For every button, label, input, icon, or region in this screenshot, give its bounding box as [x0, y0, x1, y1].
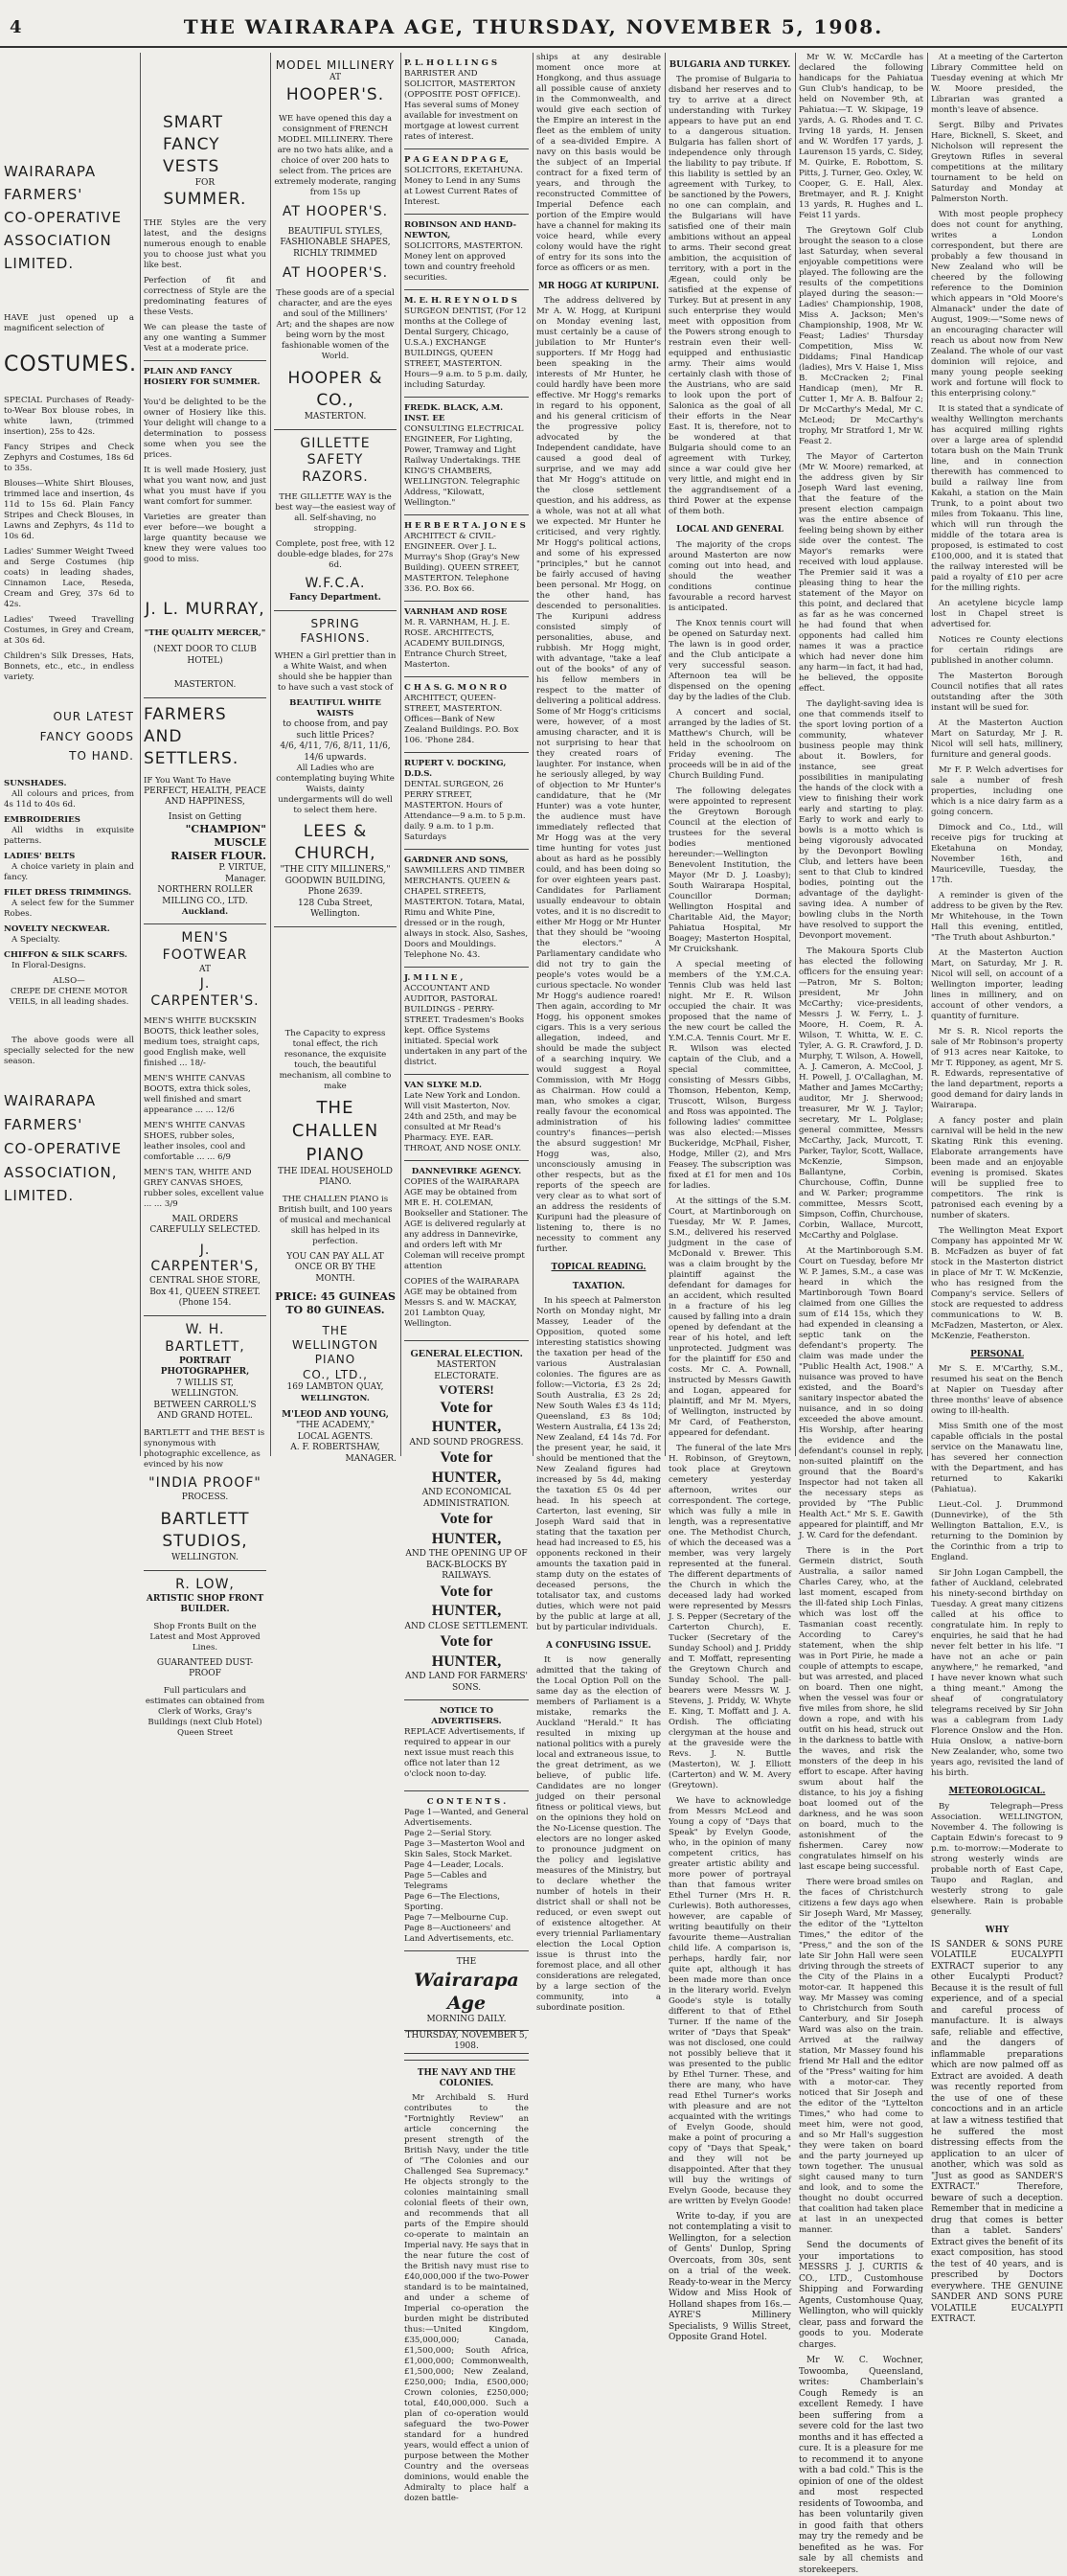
list-item: Page 5—Cables and Telegrams	[404, 1871, 488, 1892]
wellington-copies: COPIES of the WAIRARAPA AGE may be obtained from Messrs S. and W. MACKAY, 201 Lambton Quay, Wellington.	[404, 1277, 520, 1329]
auckland-label: Auckland.	[181, 907, 229, 918]
card-text: ARCHITECT, QUEEN-STREET, MASTERTON. Offices—Bank of New Zealand Buildings. P.O. Box 106. 'Phone 284.	[404, 694, 519, 745]
news-paragraph: A special meeting of members of the Y.M.C.A. Tennis Club was held last night. Mr E. R. Wilson occupied the chair. It was proposed that the name of the new court be called the Y.M.C.A. Tennis Court. Mr E. R. Wilson was elected captain of the Club, and a special committee, consisting of Messrs Gibbs, Thomson, Hebenton, Kemp, Truscott, Wilson, Burgess and Ross was appointed. The following ladies' committee was also elected:—Misses Buckeridge, McPhail, Fisher, Hodge, Miller (2), and Mrs Feasey. The subscription was fixed at £1 for men and 10s for ladies.	[669, 959, 791, 1191]
local-agents: LOCAL AGENTS.	[297, 1431, 374, 1442]
hooper-goods: These goods are of a special character, and are the eyes and soul of the Milliners' Art; and the shapes are now being worn by the most fashionable women of the World.	[276, 288, 395, 362]
card-text: SOLICITORS, MASTERTON. Money lent on approved town and country freehold securities.	[404, 241, 523, 283]
lees-tagline: "THE CITY MILLINERS,"	[280, 865, 391, 876]
general-election: GENERAL ELECTION.	[410, 1348, 523, 1359]
topical-heading: TOPICAL READING.	[551, 1263, 647, 1273]
card-name: VAN SLYKE M.D.	[404, 1081, 483, 1090]
column-rule	[400, 53, 401, 1456]
hosiery-text-2: It is well made Hosiery, just what you want now, and just what you must have if you want comfort for summer.	[144, 466, 266, 508]
costume-items	[4, 396, 134, 683]
embroideries-heading: EMBROIDERIES	[4, 815, 80, 826]
list-item: Children's Silk Dresses, Hats, Bonnets, etc., etc., in endless variety.	[4, 651, 134, 683]
bartlett-role: PORTRAIT PHOTOGRAPHER,	[160, 1356, 250, 1378]
card-text: BARRISTER AND SOLICITOR, MASTERTON (OPPOSITE POST OFFICE). Has several sums of Money available for investment on mortgage at lowest current rates of interest.	[404, 69, 521, 142]
list-item: MEN'S TAN, WHITE AND GREY CANVAS SHOES, rubber soles, excellent value ... ... 3/9	[144, 1167, 264, 1209]
intro-text: HAVE just opened up a magnificent selection of	[4, 313, 134, 333]
at-hoopers: AT HOOPER'S.	[282, 203, 389, 219]
chiffon-text: In Floral-Designs.	[11, 961, 86, 971]
hooper-opened: WE have opened this day a consignment of FRENCH MODEL MILLINERY. There are no two hats alike, and a choice of over 200 hats to select from. The prices are extremely moderate, ranging from 15s up	[274, 113, 397, 197]
list-item: Page 6—The Elections, Sporting.	[404, 1892, 500, 1913]
carpenter-box: Box 41, QUEEN STREET. (Phone 154.	[149, 1287, 261, 1309]
why-heading: WHY	[985, 1925, 1010, 1935]
card-text: SAWMILLERS AND TIMBER MERCHANTS. QUEEN & CHAPEL STREETS, MASTERTON. Totara, Matai, Rimu and White Pine, dressed or in the rough, always in stock. Also, Sashes, Doors and Mouldings. Telephone No. 43.	[404, 866, 529, 960]
flour-if: IF You Want To Have	[144, 775, 231, 786]
card	[404, 968, 529, 1075]
at-hoopers-2: AT HOOPER'S.	[282, 265, 389, 282]
card	[404, 753, 529, 850]
list-item: SPECIAL Purchases of Ready-to-Wear Box blouse robes, in white lawn, (trimmed insertion), 25s to 42s.	[4, 396, 134, 438]
sunshades-text: All colours and prices, from 4s 11d to 40s 6d.	[4, 789, 134, 810]
challen-ideal: THE IDEAL HOUSEHOLD PIANO.	[278, 1166, 393, 1188]
crepe-text: CREPE DE CHENE MOTOR VEILS, in all leading shades.	[9, 987, 129, 1008]
news-paragraph: A concert and social, arranged by the ladies of St. Matthew's Church, will be held in the schoolroom on Friday evening. The proceeds will be in aid of the Church Building Fund.	[669, 707, 791, 781]
lees-church: LEES & CHURCH,	[294, 822, 376, 864]
professional-cards	[404, 53, 529, 1161]
notice-heading: NOTICE TO ADVERTISERS.	[431, 1706, 502, 1727]
india-proof: "INDIA PROOF"	[148, 1474, 261, 1491]
bartlett-address: 7 WILLIS ST, WELLINGTON.	[171, 1378, 238, 1400]
list-item: Fancy Stripes and Check Zephyrs and Costumes, 18s 6d to 35s.	[4, 443, 134, 474]
sunshades-heading: SUNSHADES.	[4, 779, 67, 789]
meteorological-heading: METEOROLOGICAL.	[948, 1787, 1046, 1797]
news-paragraph: A fancy poster and plain carnival will be held in the new Skating Rink this evening. Elaborate arrangements have been made and an enjoyable evening is promised. Skates will be supplied free to competitors. The rink is patronised each evening by a number of skaters.	[931, 1116, 1063, 1220]
neckwear-heading: NOVELTY NECKWEAR.	[4, 924, 110, 935]
boots-list	[144, 1016, 266, 1210]
news-paragraph: Send the documents of your importations to MESSRS J. J. CURTIS & CO., LTD., Customhouse Shipping and Forwarding Agents, Customhouse Quay, Wellington, who will quickly clear, pass and forward the goods to you. Moderate charges.	[799, 2241, 923, 2350]
virtue-manager: P. VIRTUE, Manager.	[218, 863, 266, 884]
news-paragraph: Mr F. P. Welch advertises for sale a number of fresh properties, including one which is a nice dairy farm as a going concern.	[931, 765, 1063, 817]
vests-perfection: Perfection of fit and correctness of Style are the predominating features of these Vests.	[144, 276, 266, 318]
lees-address-2: 128 Cuba Street, Wellington.	[298, 898, 373, 920]
gillette-way: THE GILLETTE WAY is the best way—the easiest way of all. Self-shaving, no stropping.	[275, 492, 396, 535]
vests-taste: We can please the taste of any one wanting a Summer Vest at a moderate price.	[144, 323, 266, 354]
list-item: MEN'S WHITE CANVAS SHOES, rubber soles, leather insoles, cool and comfortable ... ... 6/9	[144, 1120, 246, 1162]
farmers-association-bottom: WAIRARAPA FARMERS' CO-OPERATIVE ASSOCIATION, LIMITED.	[4, 1092, 123, 1205]
news-paragraph: Sergt. Bilby and Privates Hare, Bicknell, S. Skeet, and Nicholson will represent the Greytown Rifles in several competitions at the military tournament to be held on Saturday and Monday at Palmerston North.	[931, 121, 1063, 204]
column-7	[799, 53, 923, 2575]
notice-advertisers	[404, 1700, 529, 1791]
also-label: ALSO—	[53, 976, 85, 987]
card-text: M. R. VARNHAM, H. J. E. ROSE. ARCHITECTS, ACADEMY BUILDINGS, Entrance Church Street, Masterton.	[404, 618, 511, 670]
card-name: VARNHAM AND ROSE	[404, 607, 508, 617]
list-item: Page 4—Leader, Locals.	[404, 1860, 504, 1871]
column-rule	[795, 53, 796, 1456]
news-paragraph: The Mayor of Carterton (Mr W. Moore) remarked, at the address given by Sir Joseph Ward last evening, that the feature of the present election campaign was the entire absence of feeling being shown by either side over the contest. The Mayor's remarks were received with loud applause. The Premier said it was a pleasing thing to hear the statement of the Mayor on this point, and declared that as far as he was concerned he had found that when opponents had called him names it was a practice which had never done him any harm—in fact, it had had, he believed, the opposite effect.	[799, 452, 923, 694]
list-item: Page 7—Melbourne Cup.	[404, 1913, 509, 1924]
champion-flour: "CHAMPION" MUSCLE RAISER FLOUR.	[170, 823, 266, 863]
news-paragraph: The Knox tennis court will be opened on Saturday next. The lawn is in good order, and the Club anticipate a very successful season. Afternoon tea will be dispensed on the opening day by the ladies of the Club.	[669, 618, 791, 702]
list-item: Blouses—White Shirt Blouses, trimmed lace and insertion, 4s 11d to 15s 6d. Plain Fancy Stripes and Check Blouses, in Lawns and Zephyrs, 4s 11d to 10s 6d.	[4, 479, 134, 542]
column-rule	[665, 53, 666, 1456]
page-number: 4	[10, 17, 22, 37]
news-paragraph: Mr W. C. Wochner, Towoomba, Queensland, writes: Chamberlain's Cough Remedy is an excellent Remedy. I have been suffering from a severe cold for the last two months and it has effected a cure. It is a pleasure for me to recommend it to anyone with a bad cold." This is the opinion of one of the oldest and most respected residents of Towoomba, and has been voluntarily given in good faith that others may try the remedy and be benefited as he was. For sale by all chemists and storekeepers.	[799, 2356, 923, 2575]
footwear-ad	[144, 924, 266, 1316]
card-text: SURGEON DENTIST, (For 12 months at the College of Dental Surgery, Chicago, U.S.A.) EXCHANGE BUILDINGS, QUEEN STREET, MASTERTON. Hours—9 a.m. to 5 p.m. daily, including Saturday.	[404, 307, 528, 390]
morning-daily: MORNING DAILY.	[426, 2015, 507, 2025]
card-text: ARCHITECT & CIVIL-ENGINEER. Over J. L. Murray's Shop (Gray's New Building). QUEEN STREET, MASTERTON. Telephone 336. P.O. Box 66.	[404, 532, 520, 594]
dannevirke-copies: COPIES of the WAIRARAPA AGE may be obtained from MR E. H. COLEMAN, Bookseller and Stationer. The AGE is delivered regularly at any address in Dannevirke, and orders left with Mr Coleman will receive prompt attention	[404, 1177, 529, 1271]
lees-church-ad	[274, 611, 397, 927]
dannevirke-heading: DANNEVIRKE AGENCY.	[411, 1167, 522, 1176]
gillette-price: Complete, post free, with 12 double-edge blades, for 27s 6d.	[275, 539, 396, 571]
mleod-young: M'LEOD AND YOUNG,	[282, 1409, 389, 1420]
column-2	[144, 53, 266, 1738]
waists-ladies: All Ladies who are contemplating buying White Waists, dainty undergarments will do well to select them here.	[276, 764, 395, 816]
personal-paragraph: Mr S. E. M'Carthy, S.M., resumed his seat on the Bench at Napier on Tuesday after three months' leave of absence owing to ill-health.	[931, 1364, 1063, 1417]
confusing-text: It is now generally admitted that the taking of the Local Option Poll on the same day as the election of members of Parliament is a mistake, remarks the Auckland "Herald." It has resulted in mixing up national politics with a purely local and extraneous issue, to the great detriment, as we believe, of public life. Candidates are no longer judged on their personal fitness or political views, but on the opinions they hold on the No-License question. The electors are no longer asked to pronounce judgment on the policy and legislative measures of the Ministry, but to declare whether the number of hotels in their district shall or shall not be reduced, or even swept out of existence altogether. At every triennial Parliamentary election the Local Option issue is thrust into the foremost place, and all other considerations are relegated, by a large section of the community, into a subordinate position.	[536, 1655, 662, 2013]
taxation-text: In his speech at Palmerston North on Monday night, Mr Massey, Leader of the Opposition, quoted some interesting statistics showing the taxation per head of the various Australasian colonies. The figures are as follow:—Victoria, £3 2s 2d; South Australia, £3 2s 2d; New South Wales £3 4s 11d; Queensland, £3 8s 10d; Western Australia, £4 13s 2d; New Zealand, £4 14s 7d. For the present year, he said, it should be mentioned that the New Zealand figures had increased by 5s 4d, making the taxation £5 0s 4d per head. In his speech at Carterton, last evening, Sir Joseph Ward said that in stating that the taxation per head had increased to £5, his opponents reckoned in their amounts the taxation paid in stamp duty on the estates of deceased persons, the totalisator tax, and customs duties, which were not paid by the public at large at all, but by particular individuals.	[536, 1295, 661, 1632]
card	[404, 290, 529, 398]
murray-address: (NEXT DOOR TO CLUB HOTEL)	[153, 645, 257, 666]
card	[404, 149, 529, 215]
column-4	[404, 53, 529, 2504]
guaranteed: GUARANTEED DUST-PROOF	[156, 1657, 254, 1679]
flour-health: PERFECT, HEALTH, PEACE AND HAPPINESS,	[144, 786, 266, 808]
hogg-text: The address delivered by Mr A. W. Hogg, at Kuripuni on Monday evening last, must certainly be a cause of jubilation to Mr Hunter's supporters. If Mr Hogg had been speaking in the interests of Mr Hunter, he could hardly have been more effective. Mr Hogg's remarks in regard to his opponent, and his general criticism of the progressive policy advocated by the Independent candidate, have caused a good deal of surprise, and we may add that Mr Hogg's attitude on the close settlement question, and his address, as a whole, was not at all what we expected. Mr Hunter he criticised, and very rightly. Mr Hogg's political actions, and some of his expressed "principles," but he cannot be fairly accused of having been personal. Mr Hogg, on the other hand, has descended to personalities. The Kuripuni address consisted simply of personalities, abuse, and rubbish. Mr Hogg might, with advantage, "take a leaf out of the books" of any of his fellow members in respect to the matter of delivering a political address. Some of Mr Hogg's criticisms were, however, of a most amusing character, and it is not surprising to hear that they created roars of laughter. For instance, when he seriously alleged, by way of objection to Mr Hunter's candidature, that he (Mr Hunter) was a vote hunter, the audience must have immediately reflected that Mr Hogg was at the very time hunting for votes just about as hard as he possibly could, and has been doing so for over eighteen years past. Candidates for Parliament usually endeavour to obtain votes, and it is no discredit to either Mr Hogg or Mr Hunter that they should be "wooing the electors." A Parliamentary candidate who did not try to gain the people's votes would be a curious spectacle. No wonder Mr Hogg's audience roared! Then again, according to Mr Hogg, his opponent smokes cigars. This is a very serious allegation, indeed, and should be made the subject of a searching inquiry. We would suggest a Royal Commission, with Mr Hogg as Chairman. How could a man, who smokes a cigar, really favour the economical administration of his country's finances—perish the absurd suggestion! Mr Hogg was, also, unconsciously amusing in other respects, but as the reports of the speech are very clear as to what sort of an address the residents of Kuripuni had the pleasure of listening to, there is no necessity to comment any further.	[536, 296, 661, 1255]
hosiery-heading: PLAIN AND FANCY HOSIERY FOR SUMMER.	[144, 367, 261, 388]
murray-name: J. L. MURRAY,	[145, 600, 265, 620]
news-paragraph: The Greytown Golf Club brought the season to a close last Saturday, when several enjoyable competitions were played. The following are the results of the competitions played during the season:—Ladies' Championship, 1908, Miss A. Jackson; Men's Championship, 1908, Mr W. Feast; Ladies' Thursday Competition, Miss W. Diddams; Final Handicap (ladies), Mrs V. Haise 1, Miss B. McCracken 2; Final Handicap (men), Mr R. Cutter 1, Mr A. B. Balfour 2; Dr McCarthy's Medal, Mr C. McLeod; Dr McCarthy's trophy, Mr Stratford 1, Mr W. Feast 2.	[799, 226, 923, 446]
why-text: IS SANDER & SONS PURE VOLATILE EUCALYPTI EXTRACT superior to any other Eucalypti Product? Because it is the result of full experience, and of a special and careful process of manufacture. It is always safe, reliable and effective, and the dangers of inflammable preparations which are now palmed off as Extract are avoided. A death was recently reported from the use of one of these concoctions and in an article at law a witness testified that he suffered the most distressing effects from the application to an ulcer of another, which was sold as "Just as good as SANDER'S EXTRACT." Therefore, beware of such a deception. Remember that in medicine a drug that comes is better than a tablet. Sanders' Extract gives the benefit of its exact composition, has stood the test of 40 years, and is prescribed by Doctors everywhere. THE GENUINE SANDER AND SONS PURE VOLATILE EUCALYPTI EXTRACT.	[931, 1939, 1063, 2325]
news-paragraph: At a meeting of the Carterton Library Committee held on Tuesday evening at which Mr W. Moore presided, the Librarian was granted a month's leave of absence.	[931, 53, 1063, 115]
list-item: MEN'S WHITE CANVAS BOOTS, extra thick soles, well finished and smart appearance ... ... 12/6	[144, 1073, 251, 1115]
bartlett-ad	[144, 1316, 266, 1571]
navy-heading: THE NAVY AND THE COLONIES.	[417, 2067, 516, 2088]
personal-paragraph: Miss Smith one of the most capable officials in the postal service on the Manawatu line, has severed her connection with the Department, and has returned to Kakariki (Pahiatua).	[931, 1422, 1063, 1495]
wairarapa-age-title: Wairarapa Age	[414, 1969, 519, 2014]
wellington-piano-co: THE WELLINGTON PIANO CO., LTD.,	[292, 1323, 378, 1381]
hooper-ad	[274, 53, 397, 430]
bulgaria-text: The promise of Bulgaria to disband her reserves and to try to arrive at a direct understanding with Turkey appears to have put an end to a dangerous situation. Bulgaria has fallen short of independence only through the liability to pay tribute. If this liability is settled by an agreement with Turkey, to be sanctioned by the Powers, no one can complain, and the Bulgarians will have satisfied one of their main ambitions without an appeal to arms. Their second great ambition, the acquisition of territory, with a port in the Ægean, could only be satisfied at the expense of Turkey. But at present in any such enterprise they would meet with opposition from the Powers strong enough to restrain even their well-equipped and enthusiastic army. Their aims would certainly clash with those of the Austrians, who are said to look upon the port of Salonica as the goal of all their efforts in the Near East. It is, therefore, not to be wondered at that Bulgaria should come to an agreement with Turkey, since a war could give her very little, and might end in the aggrandisement of a third Power at the expense of them both.	[669, 75, 791, 517]
spring-text: WHEN a Girl prettier than in a White Waist, and when should she be happier than to have such a vast stock of	[274, 651, 397, 694]
murray-town: MASTERTON.	[173, 680, 237, 691]
news-paragraph: At the sittings of the S.M. Court, at Martinborough on Tuesday, Mr W. P. James, S.M., delivered his reserved judgment in the case of McDonald v. Brewer. This was a claim brought by the plaintiff against the defendant for damages for an accident, which resulted in a fracture of his leg caused by falling into a drain opened by defendant at the rear of his hotel, and left unprotected. Judgment was for the plaintiff for £50 and costs. Mr C. A. Pownall, instructed by Messrs Gawith and Logan, appeared for plaintiff, and Mr M. Myers, of Wellington, instructed by Mr Card, of Featherston, appeared for defendant.	[669, 1196, 791, 1438]
lees-address: GOODWIN BUILDING, Phone 2639.	[284, 876, 386, 898]
newspaper-title: THE WAIRARAPA AGE, THURSDAY, NOVEMBER 5, 1908.	[183, 15, 884, 38]
list-item: MEN'S WHITE BUCKSKIN BOOTS, thick leather soles, medium toes, straight caps, good English make, well finished ... 18/-	[144, 1015, 261, 1068]
card-text: SOLICITORS, EKETAHUNA. Money to Lend in any Sums at Lowest Current Rates of Interest.	[404, 166, 523, 207]
taxation-heading: TAXATION.	[572, 1281, 625, 1291]
vests-heading: SMART FANCY VESTS	[163, 113, 224, 176]
vests-ad	[144, 53, 266, 698]
flour-insist: Insist on Getting	[168, 811, 242, 822]
card	[404, 677, 529, 753]
piano-wellington: WELLINGTON.	[301, 1393, 370, 1403]
age-masthead	[404, 1951, 529, 2061]
notice-text: REPLACE Advertisements, if required to appear in our next issue must reach this office not later than 12 o'clock noon to-day.	[404, 1727, 525, 1780]
news-paragraph: Write to-day, if you are not contemplating a visit to Wellington, for a selection of Gents' Dunlop, Spring Overcoats, from 30s, sent on a trial of the week. Ready-to-wear in the Mercy Widow and Miss Hook of Holland shapes from 16s.—AYRE'S Millinery Specialists, 9 Willis Street, Opposite Grand Hotel.	[669, 2211, 791, 2343]
personal-heading: PERSONAL	[970, 1350, 1024, 1359]
news-paragraph: At the Masterton Auction Mart on Saturday, Mr J. R. Nicol will sell hats, millinery, furniture and general goods.	[931, 718, 1063, 760]
murray-tagline: "THE QUALITY MERCER,"	[144, 628, 266, 639]
card	[404, 398, 529, 515]
news-paragraph: The Makoura Sports Club has elected the following officers for the ensuing year:—Patron, Mr S. Bolton; president, Mr John McCarthy; vice-presidents, Messrs J. W. Ferry, L. J. Moore, H. Coem, R. A. Wilson, T. Whitta, W. E. C. Tyler, A. G. R. Crawford, J. D. Murphy, T. Wilson, A. Howell, A. J. Cameron, A. McCool, J. H. Powell, J. O'Callaghan, M. Mather and James McCarthy; auditor, Mr J. Sherwood; treasurer, Mr W. J. Taylor; secretary, Mr L. Polglase; general committee, Messrs McCarthy, Jack, Murcott, T. Parker, Taylor, Scott, Wallace, McKenzie, Simpson, Ballantyne, Corbin, Churchouse, Coffin, Dunne and W. Parker; programme committee, Messrs Scott, Simpson, Coffin, Churchouse, Corbin, Wallace, Murcott, McCarthy and Polglase.	[799, 946, 923, 1241]
gillette-heading: GILLETTE SAFETY RAZORS.	[300, 435, 371, 486]
news-paragraph: The Masterton Borough Council notifies that all rates outstanding after the 30th instant will be sued for.	[931, 672, 1063, 713]
news-paragraph: The daylight-saving idea is one that commends itself to the sport loving portion of a community, whatever business people may think about it. Bowlers, for instance, see great possibilities in manipulating the hands of the clock with a view to finishing their work early and starting to play. Early to work and early to bowls is a motto which is being vigorously advocated by the Devonport Bowling Club, and letters have been sent to that Club to kindred bodies, pointing out the advantage of the daylight-saving idea. A number of bowling clubs in the North have resolved to support the Devonport movement.	[799, 699, 923, 941]
column-8	[931, 53, 1063, 2325]
farmers-settlers-heading: FARMERS AND SETTLERS.	[144, 704, 239, 768]
bartlett-between: BETWEEN CARROLL'S AND GRAND HOTEL.	[153, 1400, 257, 1422]
column-5	[536, 53, 662, 2013]
list-item: Page 1—Wanted, and General Advertisements.	[404, 1808, 529, 1829]
neckwear-text: A Specialty.	[11, 935, 60, 946]
card-name: M. E. H. R E Y N O L D S	[404, 296, 517, 306]
challen-pay: YOU CAN PAY ALL AT ONCE OR BY THE MONTH.	[286, 1251, 384, 1284]
news-paragraph: The majority of the crops around Masterton are now coming out into head, and should the weather conditions continue favourable a record harvest is anticipated.	[669, 539, 791, 613]
confusing-heading: A CONFUSING ISSUE.	[546, 1640, 651, 1651]
news-paragraph: Mr W. W. McCardle has declared the following handicaps for the Pahiatua Gun Club's handicap, to be held on November 9th, at Pahiatua:—T. W. Skipage, 19 yards, A. G. Rhodes and T. C. Irving 18 yards, H. Jensen and W. Wordfen 17 yards, J. Laurenson 15 yards, C. Sidey, M. Quirke, E. Robottom, S. Pitts, J. Turner, Geo. Oxley, W. Cooper, G. E. Hall, Alex. Bretmayer, and R. J. Knight 13 yards, R. Hughes and L. Feist 11 yards.	[799, 53, 923, 220]
waists-list: 4/6, 4/11, 7/6, 8/11, 11/6, 14/6 upwards.	[280, 741, 391, 763]
contents-list	[404, 1808, 529, 1945]
card	[404, 53, 529, 149]
bartlett-best: BARTLETT and THE BEST is synonymous with photographic excellence, as evinced by his now	[144, 1427, 265, 1470]
dannevirke-agency	[404, 1161, 529, 1341]
column-rule	[270, 53, 271, 1456]
belts-heading: LADIES' BELTS	[4, 852, 76, 862]
column-1	[4, 53, 138, 1456]
costumes-heading: COSTUMES.	[4, 353, 138, 376]
card-name: GARDNER AND SONS,	[404, 855, 509, 865]
card-name: J. M I L N E ,	[404, 973, 464, 983]
news-paragraph: The following delegates were appointed to represent the Greytown Borough Council at the election of trustees for the several bodies mentioned hereunder:—Wellington Benevolent Institution, the Mayor (Mr D. J. Loasby); South Wairarapa Hospital, Councillor Dorman; Wellington Hospital and Charitable Aid, the Mayor; Pahiatua Hospital, Mr Boagey; Masterton Hospital, Mr Cruickshank.	[669, 786, 791, 954]
at-label: AT	[329, 73, 341, 83]
bartlett-name: W. H. BARTLETT,	[165, 1321, 245, 1355]
roller-milling: NORTHERN ROLLER MILLING CO., LTD.	[157, 885, 253, 906]
model-millinery: MODEL MILLINERY	[275, 58, 396, 72]
flour-ad	[144, 698, 266, 925]
vote-hunter-ad: GENERAL ELECTION. MASTERTON ELECTORATE. VOTERS! Vote for HUNTER, AND SOUND PROGRESS. Vote for HUNTER, AND ECONOMICAL ADMINISTRATION. Vote for HUNTER, AND THE OPENING UP OF BACK-BLOCKS BY RAILWAYS. Vote for HUNTER, AND CLOSE SETTLEMENT. Vote for HUNTER, AND LAND FOR FARMERS' SONS.	[404, 1341, 529, 1700]
news-paragraph: There is in the Port Germein district, South Australia, a sailor named Charles Carey, who, at the last moment, escaped from the ill-fated ship Loch Finlas, which was lost off the Tasmanian coast recently. According to Carey's statement, when the ship was in Port Pirie, he made a couple of attempts to escape, but was arrested, and placed on board. Then one night, when the vessel was four or five miles from shore, he slid down a rope, and with his outfit on his head, struck out in the darkness to battle with the waves, and risk the monsters of the deep in his effort to escape. After having swum about half the distance, to his joy a fishing boat loomed out of the darkness, and he was soon on board, much to the astonishment of the fishermen. Carey now congratulates himself on his last escape being successful.	[799, 1546, 923, 1872]
card	[404, 850, 529, 968]
navy-text: Mr Archibald S. Hurd contributes to the "Fortnightly Review" an article concerning the present strength of the British Navy, under the title of "The Colonies and our Challenged Sea Supremacy." He objects strongly to the colonies maintaining small colonial fleets of their own, and recommends that all parts of the Empire should co-operate to maintain an Imperial navy. He says that in the near future the cost of the British navy must rise to £40,000,000 if the two-Power standard is to be maintained, and under a scheme of Imperial co-operation the burden might be distributed thus:—United Kingdom, £35,000,000; Canada, £1,500,000; South Africa, £1,000,000; Commonwealth, £1,500,000; New Zealand, £250,000; India, £500,000; Crown colonies, £250,000; total, £40,000,000. Such a plan of co-operation would safeguard the two-Power standard for a hundred years, would effect a union of purpose between the Mother Country and the overseas dominions, would enable the Admiralty to place half a dozen battle-	[404, 2093, 529, 2504]
embroideries-text: All widths in exquisite patterns.	[4, 826, 134, 847]
card-name: C H A S. G. M O N R O	[404, 683, 507, 693]
challen-text: THE CHALLEN PIANO is British built, and 100 years of musical and mechanical skill has helped in its perfection.	[278, 1194, 393, 1246]
card-name: FREDK. BLACK, A.M. INST. EE	[404, 403, 504, 423]
news-paragraph: With most people prophecy does not count for anything, writes a London correspondent, but there are probably a few thousand in New Zealand who will be cheered by the following reference to the Dominion which appears in "Old Moore's Almanack" under the date of August, 1909:—"Some news of an encouraging character will reach us about now from New Zealand. The whole of our vast dominion will rejoice, and many young people seeking work and fortune will flock to this enterprising colony."	[931, 210, 1063, 399]
low-ad	[144, 1571, 266, 1749]
column-3	[274, 53, 397, 1464]
manager-label: MANAGER.	[345, 1453, 397, 1464]
news-paragraph: The funeral of the late Mrs H. Robinson, of Greytown, took place at Greytown cemetery yesterday afternoon, writes our correspondent. The cortege, which was fully a mile in length, was a representative one. The Methodist Church, of which the deceased was a member, was very largely represented at the funeral. The different departments of the Church in which the deceased lady had worked were represented by Messrs J. S. Pepper (Secretary of the Carterton Church), E. Tucker (Secretary of the Sunday School) and J. Priddy and T. Moffatt, representing the Greytown Church and Sunday School. The pall-bearers were Messrs W. J. Stevens, J. Priddy, W. Whyte E. King, T. Moffatt and J. A. Ordish. The officiating clergyman at the house and at the graveside were the Revs. J. N. Buttle (Masterton), W. J. Elliott (Carterton) and W. M. Avery (Greytown).	[669, 1443, 791, 1790]
card-name: ROBINSON AND HAND-NEWTON,	[404, 220, 517, 240]
column-rule	[533, 53, 534, 1456]
news-paragraph: The Wellington Meat Export Company has appointed Mr W. B. McFadzen as buyer of fat stock in the Masterton district in place of Mr T. W. McKenzie, who has resigned from the Company's service. Sellers of stock are requested to address communications to W. B. McFadzen, Masterton, or Alex. McKenzie, Featherston.	[931, 1226, 1063, 1341]
the-label: THE	[456, 1957, 477, 1968]
carpenter-name-2: J. CARPENTER'S,	[150, 1242, 260, 1275]
news-paragraph: At the Martinborough S.M. Court on Tuesday, before Mr W. P. James, S.M., a case was heard in which the Martinborough Town Board claimed from one Gillies the sum of £14 15s, which they had expended in cleansing a septic tank on the defendant's property. The claim was made under the "Public Health Act, 1908." A nuisance was proved to have existed, and the Board's sanitary inspector abated the nuisance, and in so doing exceeded the above amount. His Worship, after hearing the evidence and the defendant's counsel in reply, non-suited plaintiff on the ground that the Board's Inspector had not taken all the necessary steps as provided by "The Public Health Act." Mr S. E. Gawith appeared for plaintiff, and Mr J. W. Card for the defendant.	[799, 1246, 923, 1540]
card	[404, 515, 529, 602]
vests-styles: THE Styles are the very latest, and the designs numerous enough to enable you to choose just what you like best.	[144, 218, 266, 271]
beautiful-styles: BEAUTIFUL STYLES, FASHIONABLE SHAPES, RICHLY TRIMMED	[280, 226, 391, 259]
personal-paragraph: Lieut.-Col. J. Drummond (Dunnevirke), of the 5th Wellington Battalion, E.V., is returning to the Dominion by the Corinthic from a trip to England.	[931, 1500, 1063, 1563]
gillette-ad	[274, 430, 397, 611]
chiffon-heading: CHIFFON & SILK SCARFS.	[4, 950, 127, 961]
card-name: H E R B E R T A. J O N E S	[404, 521, 526, 531]
latest-goods: OUR LATEST FANCY GOODS TO HAND.	[39, 710, 134, 763]
mens-footwear-heading: MEN'S FOOTWEAR	[162, 930, 248, 964]
column-rule	[927, 53, 928, 1456]
fancy-department: Fancy Department.	[289, 593, 381, 604]
hoopers-heading: HOOPER'S.	[285, 84, 385, 104]
card	[404, 215, 529, 290]
low-role: ARTISTIC SHOP FRONT BUILDER.	[146, 1593, 264, 1615]
filet-text: A select few for the Summer Robes.	[4, 899, 134, 920]
navy-continued: ships at any desirable moment once more at Hongkong, and thus assuage all possible cause of anxiety in the Commonwealth, and would give each section of the Empire an interest in the fleet as the emblem of unity of a sea-divided Empire. A navy on this basis would be the subject of an Imperial contract for a fixed term of years, and through the reconstructed Committee of Imperial Defence each portion of the Empire would have a channel for making its voice heard, while every colony would have the right of entry for its sons into the force as officers or as men.	[536, 53, 661, 273]
column-6	[669, 53, 791, 2343]
beautiful-waists: BEAUTIFUL WHITE WAISTS	[289, 698, 381, 719]
card-name: RUPERT V. DOCKING, D.D.S.	[404, 759, 507, 779]
spring-fashions: SPRING FASHIONS.	[300, 616, 371, 646]
list-item: Page 3—Masterton Wool and Skin Sales, Stock Market.	[404, 1839, 526, 1860]
low-particulars: Full particulars and estimates can obtained from Clerk of Works, Gray's Buildings (next Club Hotel) Queen Street	[145, 1685, 265, 1738]
hooper-masterton: MASTERTON.	[304, 412, 367, 422]
hooper-co: HOOPER & CO.,	[287, 369, 383, 411]
process-label: PROCESS.	[181, 1492, 229, 1502]
news-paragraph: Dimock and Co., Ltd., will receive pigs for trucking at Eketahuna on Monday, November 16th, and Mauriceville, Tuesday, the 17th.	[931, 823, 1063, 885]
card-name: P. L. H O L L I N G S	[404, 58, 498, 68]
summer-heading: SUMMER.	[163, 190, 247, 210]
issue-date: THURSDAY, NOVEMBER 5, 1908.	[404, 2030, 529, 2054]
list-item: Page 8—Auctioneers' and Land Advertisements, etc.	[404, 1924, 514, 1945]
news-paragraph: We have to acknowledge from Messrs McLeod and Young a copy of "Days that Speak" by Evelyn Goode, who, in the opinion of many competent critics, has greater artistic ability and more power of portrayal than that famous writer Ethel Turner (Mrs H. R. Curlewis). Both authoresses, however, are capable of writing beautifully on their favourite theme—Australian child life. A comparison is, perhaps, hardly fair, nor quite apt, although it has been made more than once in the literary world. Evelyn Goode's style is totally different to that of Ethel Turner. If the name of the writer of "Days that Speak" was not disclosed, one could not possibly believe that it was presented to the public by Ethel Turner. These, and there are many, who have read Ethel Turner's works with pleasure and are not acquainted with the writings of Evelyn Goode, should make a point of procuring a copy of "Days that Speak," and they will not be disappointed. After that they will buy the writings of Evelyn Goode, because they are written by Evelyn Goode!	[669, 1795, 791, 2206]
news-paragraph: Mr S. R. Nicol reports the sale of Mr Robinson's property of 913 acres near Kaitoke, to Mr T. Ripponey, as agent, Mr S. R. Edwards, representative of the land department, reports a good demand for dairy lands in Wairarapa.	[931, 1027, 1063, 1110]
hosiery-text-3: Varieties are greater than ever before—we bought a large quantity because we knew they were values too good to miss.	[144, 513, 266, 565]
mail-orders: MAIL ORDERS CAREFULLY SELECTED.	[149, 1214, 261, 1236]
belts-text: A choice variety in plain and fancy.	[4, 862, 134, 883]
list-item: Page 2—Serial Story.	[404, 1829, 492, 1839]
selected-text: The above goods were all specially selected for the new season.	[4, 1036, 134, 1067]
news-paragraph: An acetylene bicycle lamp lost in Chapel street is advertised for.	[931, 599, 1063, 629]
carpenter-address: CENTRAL SHOE STORE,	[148, 1276, 261, 1287]
low-name: R. LOW,	[175, 1576, 235, 1592]
meteorological-text: By Telegraph—Press Association. WELLINGTON, November 4. The following is Captain Edwin's forecast to 9 p.m. to-morrow:—Moderate to strong westerly winds are probable north of East Cape, Taupo and Raglan, and westerly strong to gale elsewhere. Rain is probable generally.	[931, 1801, 1063, 1917]
column-rule	[140, 53, 141, 1456]
farmers-association-top: WAIRARAPA FARMERS' CO-OPERATIVE ASSOCIATION LIMITED.	[4, 163, 123, 272]
carpenter-name: J. CARPENTER'S.	[150, 975, 260, 1009]
challen-price: PRICE: 45 GUINEAS TO 80 GUINEAS.	[275, 1290, 396, 1317]
card-text: ACCOUNTANT AND AUDITOR, PASTORAL BUILDINGS - PERRY-STREET. Tradesmen's Books kept. Office Systems initiated. Special work undertaken in any part of the district.	[404, 984, 528, 1067]
low-shop: Shop Fronts Built on the Latest and Most Approved Lines.	[149, 1621, 261, 1653]
challen-capacity: The Capacity to express tonal effect, the rich resonance, the exquisite touch, the beautiful mechanism, all combine to make	[279, 1028, 392, 1091]
card-text: CONSULTING ELECTRICAL ENGINEER, For Lighting, Power, Tramway and Light Railway Undertakings. THE KING'S CHAMBERS, WELLINGTON. Telegraphic Address, "Kilowatt, Wellington."	[404, 424, 524, 508]
card	[404, 602, 529, 677]
news-paragraph: There were broad smiles on the faces of Christchurch citizens a few days ago when Sir Joseph Ward, Mr Massey, the editor of the "Lyttelton Times," the editor of the "Press," and the son of the late Sir John Hall were seen driving through the streets of the City of the Plains in a motor-car. It happened this way. Mr Massey was coming to Christchurch from South Canterbury, and Sir Joseph Ward was also on the train. Arrived at the railway station, Mr Massey found his friend Mr Hall and the editor of the "Press" waiting for him with a motor-car. They noticed that Sir Joseph and the editor of the "Lyttelton Times," who had come to meet him, were not good, and so Mr Hall's suggestion they were taken on board and the party journeyed up town together. The unusual sight caused many to turn and look, and to some the thought no doubt occurred that coalition had taken place at last in an unexpected manner.	[799, 1878, 923, 2235]
news-paragraph: A reminder is given of the address to be given by the Rev. Mr Whitehouse, in the Town Hall this evening, entitled, "The Truth about Ashburton."	[931, 891, 1063, 943]
news-paragraph: It is stated that a syndicate of wealthy Wellington merchants has acquired milling rights over a large area of splendid totara bush on the Main Trunk line, and in connection therewith has commenced to build a railway line from Kakahi, a station on the Main Trunk, to a point about two miles from Tokaanu. This line, which will run through the middle of the totara area is proposed, is estimated to cost £100,000, and it is stated that the railway interested will be paid a royalty of £10 per acre for the milling rights.	[931, 404, 1063, 593]
news-paragraph: Notices re County elections for certain ridings are published in another column.	[931, 635, 1063, 666]
robertshaw: A. F. ROBERTSHAW,	[290, 1443, 380, 1453]
list-item: Ladies' Summer Weight Tweed and Serge Costumes (hip coats) in leading shades, Cinnamon Lace, Reseda, Cream and Grey, 37s 6d to 42s.	[4, 547, 134, 610]
challen-heading: THE CHALLEN PIANO	[291, 1097, 379, 1165]
contents-box	[404, 1791, 529, 1951]
lambton-quay: 169 LAMBTON QUAY,	[286, 1382, 384, 1392]
for-label: FOR	[194, 177, 216, 188]
waists-prices: to choose from, and pay such little Prices?	[283, 719, 388, 741]
hosiery-text: You'd be delighted to be the owner of Hosiery like this. Your delight will change to a determination to possess some when you see the prices.	[144, 398, 266, 461]
bartlett-wellington: WELLINGTON.	[171, 1553, 238, 1563]
personal-paragraph: Sir John Logan Campbell, the father of Auckland, celebrated his ninety-second birthday on Tuesday. A great many citizens called at his office to congratulate him. In reply to enquiries, he said that he had never felt better in his life. "I have not an ache or pain anywhere," he remarked, "and I have never known what such a thing meant." Among the sheaf of congratulatory telegrams received by Sir John was a cablegram from Lady Florence Onslow and the Hon. Huia Onslow, a native-born New Zealander, who, some two years ago, revisited the land of his birth.	[931, 1568, 1063, 1779]
at-label: AT	[198, 965, 211, 975]
card-name: P A G E A N D P A G E,	[404, 155, 509, 165]
the-academy: "THE ACADEMY,"	[295, 1421, 375, 1431]
card-text: DENTAL SURGEON, 26 PERRY STREET, MASTERTON. Hours of Attendance—9 a.m. to 5 p.m. daily. 9 a.m. to 1 p.m. Saturdays	[404, 780, 526, 842]
card-text: Late New York and London. Will visit Masterton, Nov. 24th and 25th, and may be consulted at Mr Read's Pharmacy. EYE. EAR. THROAT, AND NOSE ONLY.	[404, 1091, 522, 1153]
wfca-heading: W.F.C.A.	[305, 576, 366, 592]
news-paragraph: At the Masterton Auction Mart, on Saturday, Mr J. R. Nicol will sell, on account of a Wellington importer, leading lines in millinery, and on account of other vendors, a quantity of furniture.	[931, 948, 1063, 1021]
masthead	[0, 0, 1067, 48]
list-item: Ladies' Tweed Travelling Costumes, in Grey and Cream, at 30s 6d.	[4, 615, 134, 647]
filet-heading: FILET DRESS TRIMMINGS.	[4, 888, 132, 899]
challen-ad	[274, 927, 397, 1470]
bulgaria-heading: BULGARIA AND TURKEY.	[669, 60, 791, 70]
hogg-heading: MR HOGG AT KURIPUNI.	[537, 282, 660, 291]
card	[404, 1075, 529, 1161]
bartlett-studios: BARTLETT STUDIOS,	[160, 1510, 250, 1552]
contents-heading: C O N T E N T S .	[426, 1797, 507, 1808]
local-general-heading: LOCAL AND GENERAL	[676, 525, 783, 536]
